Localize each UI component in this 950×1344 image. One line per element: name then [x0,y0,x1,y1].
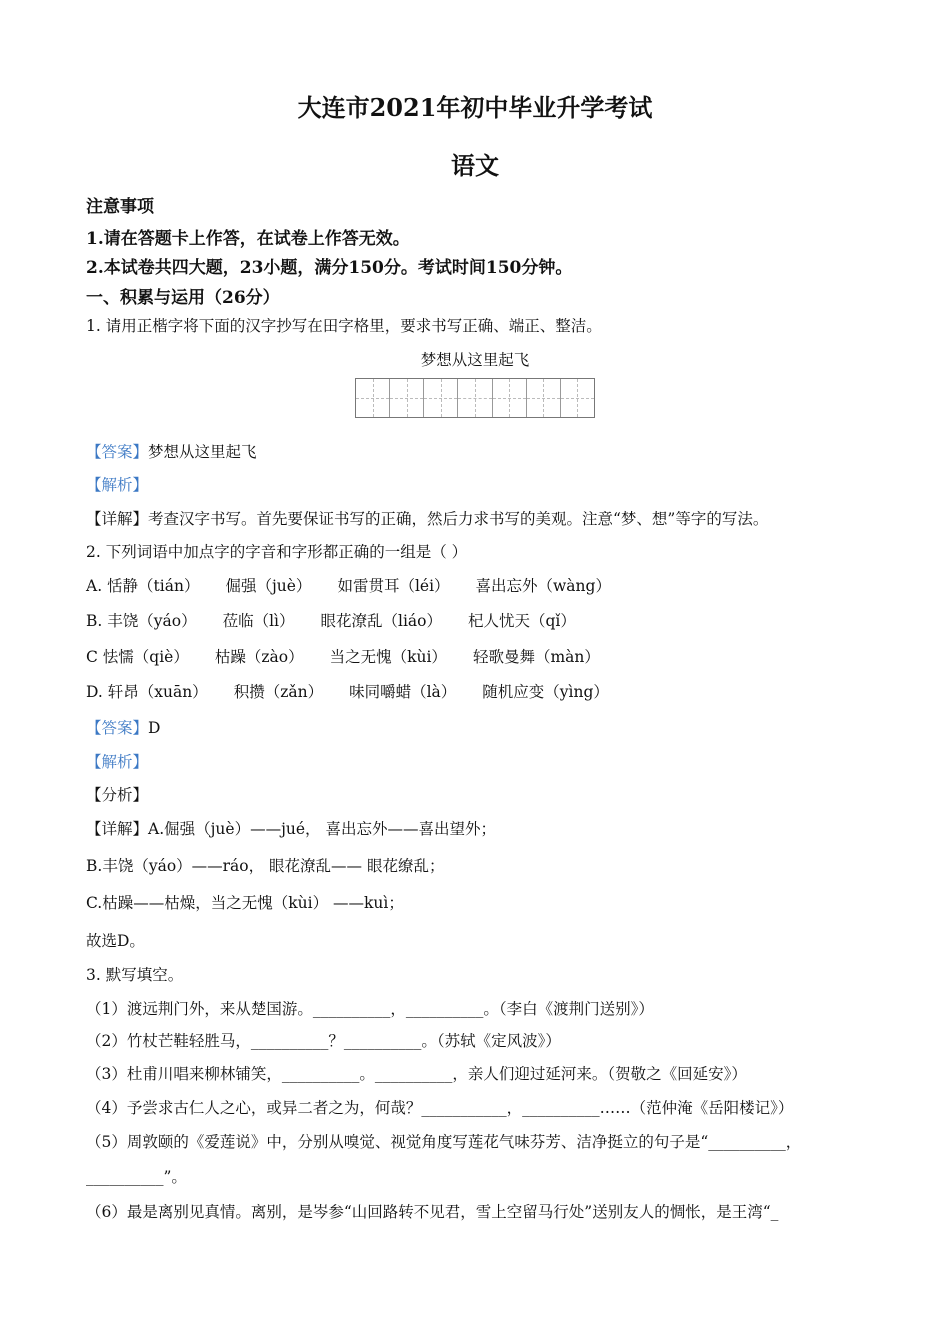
q2-option-b [86,609,602,631]
section-heading: 一、积累与运用（26分） [86,288,280,308]
q2-detail-3: C.枯躁——枯燥，当之无愧（kùi） ——kuì； [86,894,404,912]
q3-sub-6: （6）最是离别见真情。离别，是岑参“山回路转不见君，雪上空留马行处”送别友人的惆怅，是王湾“_ [86,1203,779,1221]
answer-text: D [148,719,161,737]
q2-option-a [86,574,637,596]
q3-sub-5a: （5）周敦颐的《爱莲说》中，分别从嗅觉、视觉角度写莲花气味芬芳、洁净挺立的句子是“__________， [86,1133,802,1151]
notice-item-2: 2.本试卷共四大题，23小题，满分150分。考试时间150分钟。 [86,258,573,278]
option-item: A. 恬静（tián） [86,577,200,595]
q2-fenxi: 【分析】 [86,786,149,804]
q3-sub-3: （3）杜甫川唱来柳林铺笑，__________。__________，亲人们迎过延河来。（贺敬之《回延安》） [86,1065,747,1083]
page-title: 大连市2021年初中毕业升学考试 [297,93,653,122]
q3-sub-5b: __________”。 [86,1168,187,1186]
q2-conclusion: 故选D。 [86,932,145,950]
option-item: 如雷贯耳（léi） [337,577,450,595]
option-item: 倔强（juè） [225,577,312,595]
tianzige-grid [355,378,595,418]
option-item: 味同嚼蜡（là） [349,683,457,701]
q3-sub-2: （2）竹杖芒鞋轻胜马，__________？__________。（苏轼《定风波》） [86,1032,561,1050]
q3-sub-4: （4）予尝求古仁人之心，或异二者之为，何哉？___________，__________……（范仲淹《岳阳楼记》） [86,1099,794,1117]
q2-answer [86,716,160,738]
grid-cell [356,379,390,417]
q3-stem: 3. 默写填空。 [86,966,184,984]
q2-option-d [86,680,635,702]
grid-cell [458,379,492,417]
option-item: D. 轩昂（xuān） [86,683,208,701]
option-item: 喜出忘外（wàng） [475,577,611,595]
grid-cell [561,379,594,417]
q2-detail-1: 【详解】A.倔强（juè）——jué， 喜出忘外——喜出望外； [86,820,496,838]
grid-cell [527,379,561,417]
grid-cell [424,379,458,417]
option-item: C 怯懦（qiè） [86,648,189,666]
analysis-tag: 【解析】 [86,476,149,494]
q1-analysis [86,473,148,495]
option-item: 眼花潦乱（liáo） [320,612,442,630]
answer-text: 梦想从这里起飞 [148,443,257,461]
option-item: 轻歌曼舞（màn） [472,648,600,666]
option-item: 当之无愧（kùi） [329,648,447,666]
option-item: 莅临（lì） [222,612,295,630]
option-item: 枯躁（zào） [214,648,304,666]
page-subtitle: 语文 [451,151,499,180]
analysis-tag: 【解析】 [86,753,149,771]
notice-item-1: 1.请在答题卡上作答，在试卷上作答无效。 [86,229,410,249]
q2-option-c [86,645,626,667]
option-item: 随机应变（yìng） [482,683,609,701]
q1-detail: 【详解】考查汉字书写。首先要保证书写的正确，然后力求书写的美观。注意“梦、想”等字的写法。 [86,510,769,528]
q1-answer [86,440,257,462]
option-item: 杞人忧天（qǐ） [468,612,576,630]
grid-cell [390,379,424,417]
grid-cell [493,379,527,417]
q2-detail-2: B.丰饶（yáo）——ráo， 眼花潦乱—— 眼花缭乱； [86,857,445,875]
q1-stem: 1. 请用正楷字将下面的汉字抄写在田字格里，要求书写正确、端正、整洁。 [86,317,602,335]
answer-tag: 【答案】 [86,443,149,461]
q2-stem: 2. 下列词语中加点字的字音和字形都正确的一组是（ ） [86,543,468,561]
answer-tag: 【答案】 [86,719,149,737]
q2-analysis [86,750,148,772]
q1-phrase: 梦想从这里起飞 [420,351,530,369]
notice-heading: 注意事项 [86,197,154,217]
q3-sub-1: （1）渡远荆门外，来从楚国游。__________，__________。（李白《渡荆门送别》） [86,1000,654,1018]
option-item: B. 丰饶（yáo） [86,612,197,630]
option-item: 积攒（zǎn） [233,683,324,701]
